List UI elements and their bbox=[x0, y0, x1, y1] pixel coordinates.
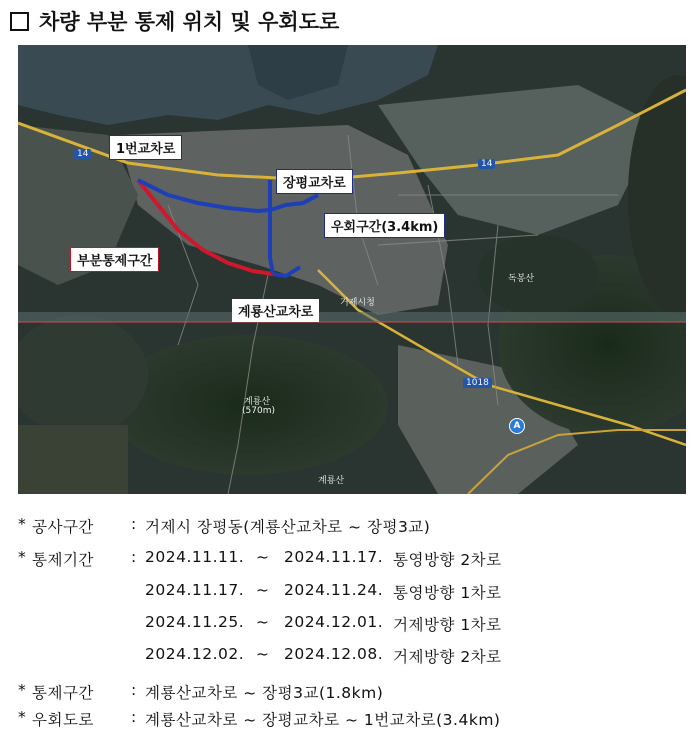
route-1018-shield: 1018 bbox=[463, 378, 492, 388]
label-detour-section: 우회구간(3.4km) bbox=[324, 213, 445, 238]
satellite-map bbox=[18, 45, 686, 494]
period-end: 2024.11.17. bbox=[284, 548, 384, 566]
period-direction: 통영방향 2차로 bbox=[393, 551, 502, 569]
location-marker-a: A bbox=[509, 418, 525, 434]
label-bridge-1-intersection: 1번교차로 bbox=[109, 135, 182, 160]
control-value: 계룡산교차로 ~ 장평3교(1.8km) bbox=[145, 684, 384, 702]
period-end: 2024.11.24. bbox=[284, 581, 384, 599]
place-gyeryongsan: 계룡산 bbox=[244, 397, 271, 407]
period-key: 통제기간 bbox=[32, 551, 94, 569]
route-14-shield-west: 14 bbox=[74, 149, 91, 159]
title-text: 차량 부분 통제 위치 및 우회도로 bbox=[39, 10, 340, 34]
detour-key: 우회도로 bbox=[32, 711, 94, 729]
route-14-shield-east: 14 bbox=[478, 159, 495, 169]
period-start: 2024.11.25. bbox=[145, 613, 245, 631]
period-direction: 거제방향 2차로 bbox=[393, 648, 502, 666]
period-direction: 통영방향 1차로 bbox=[393, 584, 502, 602]
period-direction: 거제방향 1차로 bbox=[393, 616, 502, 634]
label-partial-closure-section: 부분통제구간 bbox=[70, 247, 159, 272]
period-end: 2024.12.08. bbox=[284, 645, 384, 663]
period-start: 2024.12.02. bbox=[145, 645, 245, 663]
control-key: 통제구간 bbox=[32, 684, 94, 702]
construction-value: 거제시 장평동(계룡산교차로 ~ 장평3교) bbox=[145, 518, 431, 536]
detour-value: 계룡산교차로 ~ 장평교차로 ~ 1번교차로(3.4km) bbox=[145, 711, 501, 729]
period-start: 2024.11.17. bbox=[145, 581, 245, 599]
construction-key: 공사구간 bbox=[32, 518, 94, 536]
page-title bbox=[10, 6, 339, 36]
place-geoje-city-hall: 거제시청 bbox=[340, 298, 375, 308]
period-start: 2024.11.11. bbox=[145, 548, 245, 566]
label-gyeryongsan-intersection: 계룡산교차로 bbox=[232, 299, 319, 322]
label-jangpyeong-intersection: 장평교차로 bbox=[276, 169, 353, 194]
period-end: 2024.12.01. bbox=[284, 613, 384, 631]
place-dokbongsan: 독봉산 bbox=[508, 274, 535, 284]
checkbox-square-icon bbox=[10, 12, 29, 31]
place-gyeryongsan-south: 계룡산 bbox=[318, 476, 345, 486]
place-gyeryongsan-height: (570m) bbox=[242, 406, 275, 416]
